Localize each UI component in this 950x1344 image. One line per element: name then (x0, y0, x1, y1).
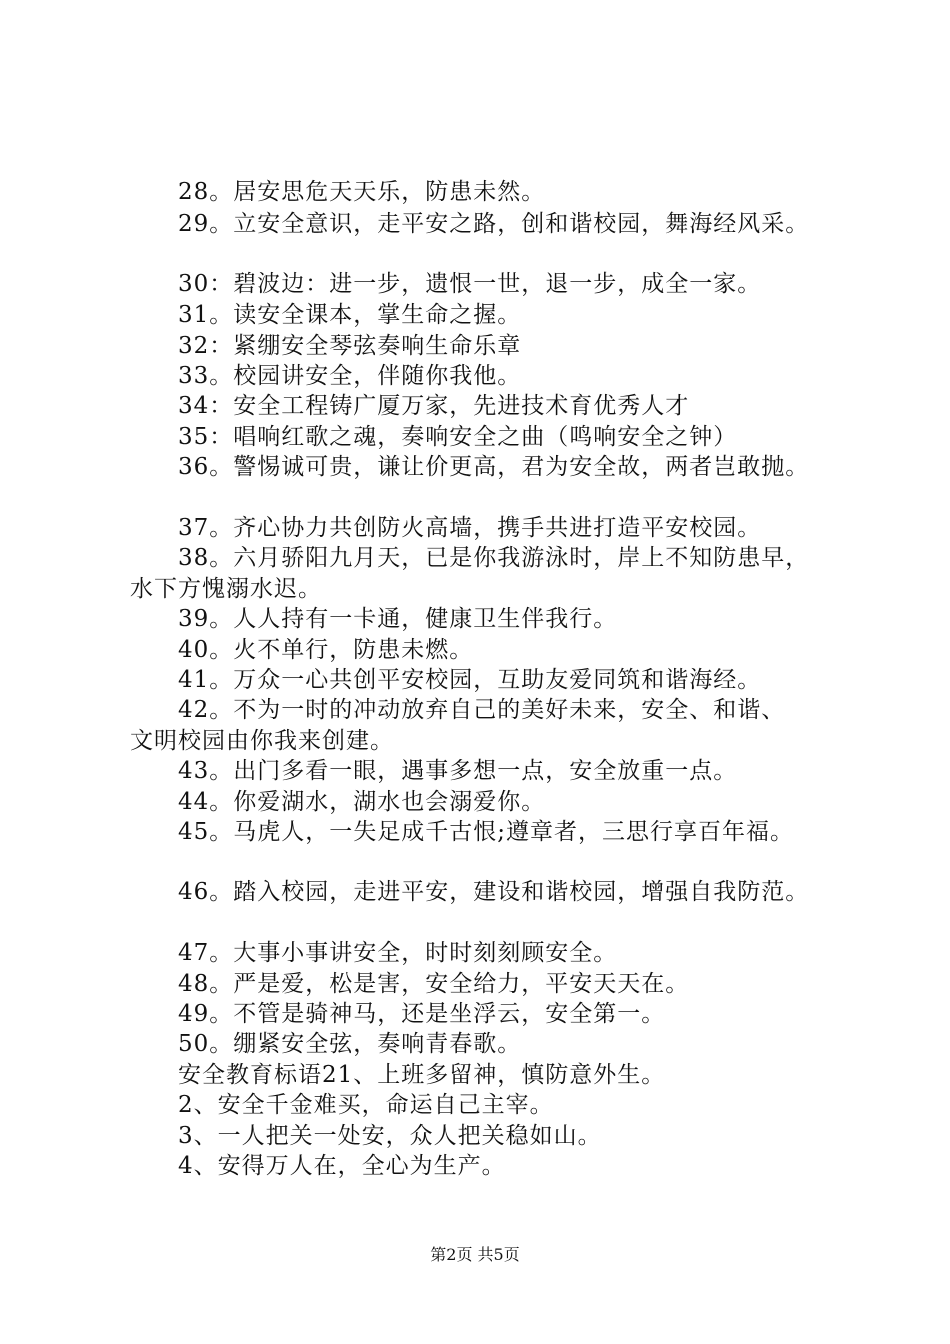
slogan-line: 37。齐心协力共创防火高墙，携手共进打造平安校园。 (178, 515, 762, 541)
slogan-line: 2、安全千金难买，命运自己主宰。 (178, 1092, 554, 1118)
slogan-line: 41。万众一心共创平安校园，互助友爱同筑和谐海经。 (178, 667, 762, 693)
slogan-line: 29。立安全意识，走平安之路，创和谐校园，舞海经风采。 (178, 211, 810, 237)
slogan-line: 28。居安思危天天乐，防患未然。 (178, 179, 546, 205)
page-footer: 第2页 共5页 (430, 1245, 520, 1264)
slogan-line: 3、一人把关一处安，众人把关稳如山。 (178, 1123, 602, 1149)
slogan-line: 45。马虎人，一失足成千古恨;遵章者，三思行享百年福。 (178, 819, 795, 845)
slogan-line: 49。不管是骑神马，还是坐浮云，安全第一。 (178, 1001, 666, 1027)
slogan-line: 36。警惕诚可贵，谦让价更高，君为安全故，两者岂敢抛。 (178, 454, 810, 480)
slogan-line: 安全教育标语21、上班多留神，慎防意外生。 (178, 1062, 666, 1088)
slogan-line: 42。不为一时的冲动放弃自己的美好未来，安全、和谐、 (178, 697, 786, 723)
slogan-line: 50。绷紧安全弦，奏响青春歌。 (178, 1031, 522, 1057)
slogan-line: 4、安得万人在，全心为生产。 (178, 1153, 506, 1179)
slogan-line: 39。人人持有一卡通，健康卫生伴我行。 (178, 606, 618, 632)
slogan-line: 43。出门多看一眼，遇事多想一点，安全放重一点。 (178, 758, 738, 784)
slogan-line-continued: 水下方愧溺水迟。 (130, 576, 322, 602)
slogan-line: 44。你爱湖水，湖水也会溺爱你。 (178, 789, 546, 815)
slogan-line: 30：碧波边：进一步，遗恨一世，退一步，成全一家。 (178, 271, 762, 297)
slogan-line: 46。踏入校园，走进平安，建设和谐校园，增强自我防范。 (178, 879, 810, 905)
slogan-line: 33。校园讲安全，伴随你我他。 (178, 363, 522, 389)
slogan-line: 40。火不单行，防患未燃。 (178, 637, 474, 663)
slogan-line: 34：安全工程铸广厦万家，先进技术育优秀人才 (178, 393, 690, 419)
slogan-line: 31。读安全课本，掌生命之握。 (178, 302, 522, 328)
slogan-line-continued: 文明校园由你我来创建。 (130, 728, 394, 754)
slogan-line: 32：紧绷安全琴弦奏响生命乐章 (178, 333, 522, 359)
slogan-line: 47。大事小事讲安全，时时刻刻顾安全。 (178, 940, 618, 966)
slogan-line: 48。严是爱，松是害，安全给力，平安天天在。 (178, 971, 690, 997)
slogan-line: 35：唱响红歌之魂，奏响安全之曲（鸣响安全之钟） (178, 424, 738, 450)
slogan-line: 38。六月骄阳九月天，已是你我游泳时，岸上不知防患早， (178, 545, 810, 571)
